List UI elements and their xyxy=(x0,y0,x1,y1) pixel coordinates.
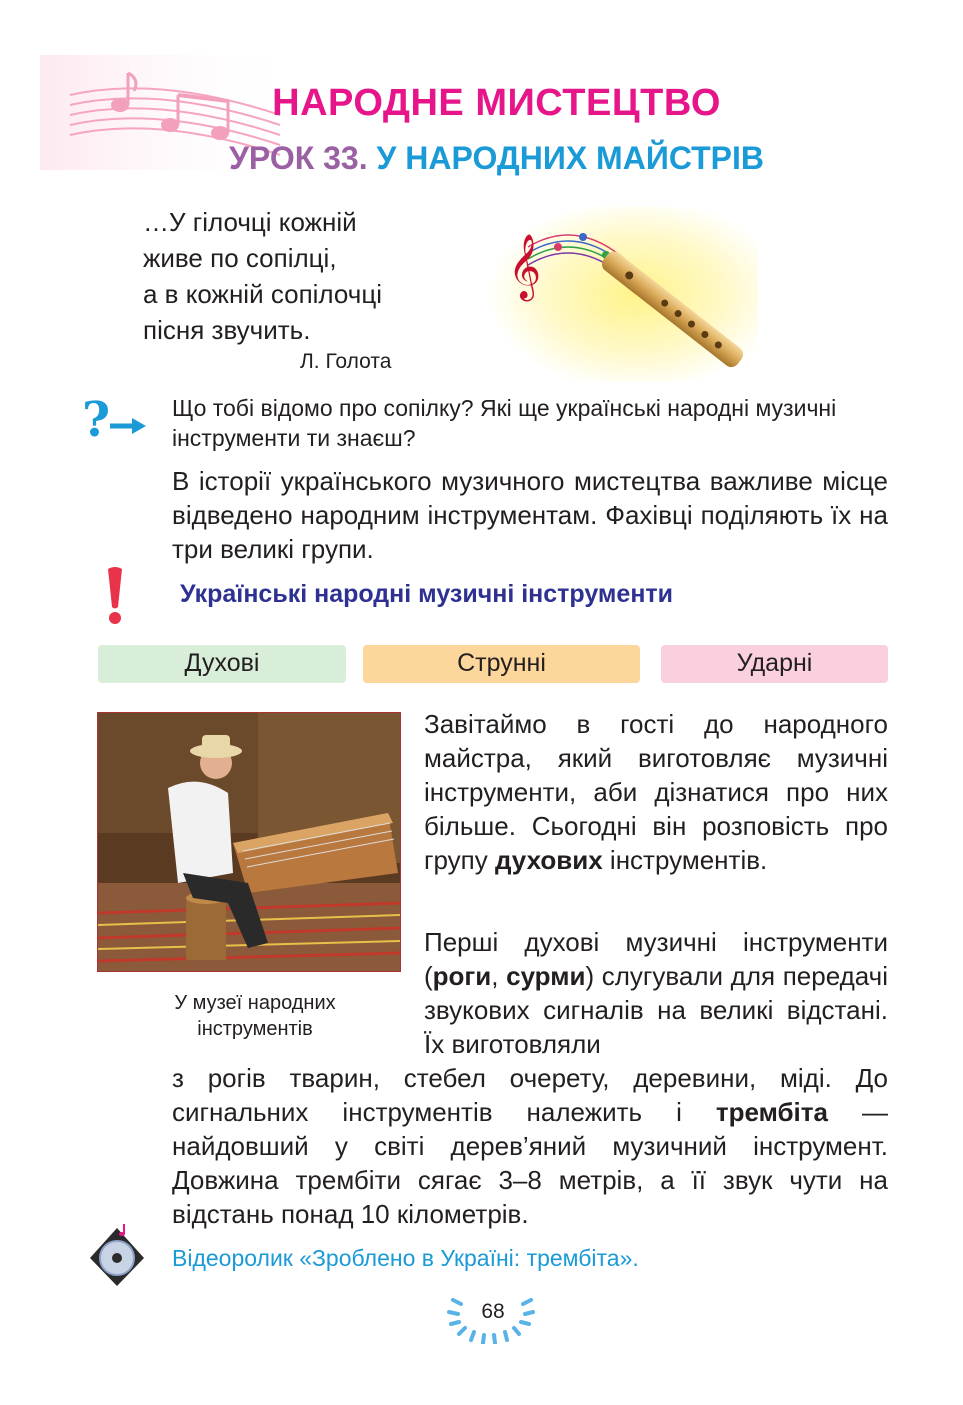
page-number: 68 xyxy=(481,1300,505,1323)
photo-caption: У музеї народних інструментів xyxy=(174,992,336,1040)
group-wind: Духові xyxy=(98,645,346,683)
trumpets-term: сурми xyxy=(506,961,586,991)
text: , xyxy=(491,961,507,991)
subheading: Українські народні музичні інструменти xyxy=(180,580,674,608)
poem-line: живе по сопілці, xyxy=(143,243,337,273)
svg-text:?: ? xyxy=(82,392,111,444)
visit-paragraph xyxy=(424,707,888,877)
svg-text:𝄞: 𝄞 xyxy=(508,234,542,299)
video-link[interactable]: Відеоролик «Зроблено в Україні: трембіта». xyxy=(172,1245,639,1271)
poem-line: а в кожній сопілочці xyxy=(143,279,383,309)
lesson-name: У НАРОДНИХ МАЙСТРІВ xyxy=(376,140,765,176)
wind-term: духових xyxy=(494,845,603,875)
lesson-number: УРОК 33. xyxy=(228,140,368,176)
text: ) слугували для передачі звукових сигналів на великі відстані. Їх виготовляли xyxy=(424,961,888,1059)
group-string: Струнні xyxy=(363,645,640,683)
trembita-paragraph xyxy=(172,1061,888,1231)
exclamation-icon xyxy=(100,565,130,627)
video-disc-icon xyxy=(88,1220,146,1288)
horns-term: роги xyxy=(432,961,492,991)
poem xyxy=(143,204,382,348)
first-instruments-paragraph xyxy=(424,925,888,1061)
poem-author: Л. Голота xyxy=(300,350,392,373)
intro-paragraph: В історії українського музичного мистецтва важливе місце відведено народним інструментам. Фахівці поділяють їх на три великі групи. xyxy=(172,466,888,564)
question-arrow-icon xyxy=(82,392,150,444)
text: — найдовший у світі дерев’яний музичний інструмент. Довжина трембіти сягає 3–8 метрів, а її звук чути на відстань понад 10 кілометрів. xyxy=(172,1097,888,1229)
flute-illustration xyxy=(488,207,758,382)
trembita-term: трембіта xyxy=(715,1097,828,1127)
lesson-title xyxy=(0,140,963,177)
question-text: Що тобі відомо про сопілку? Які ще українські народні музичні інструменти ти знаєш? xyxy=(172,395,837,451)
text: Перші духові музичні інструменти ( xyxy=(424,927,888,991)
visit-text-end: інструментів. xyxy=(602,845,768,875)
text: з рогів тварин, стебел очерету, деревини, міді. До сигнальних інструментів належить і xyxy=(172,1063,888,1127)
section-title: НАРОДНЕ МИСТЕЦТВО xyxy=(272,82,721,124)
poem-line: …У гілочці кожній xyxy=(143,207,357,237)
group-percussion: Ударні xyxy=(661,645,888,683)
poem-line: пісня звучить. xyxy=(143,315,311,345)
museum-photo xyxy=(97,712,401,972)
visit-text: Завітаймо в гості до народного майстра, який виготовляє музичні інструменти, аби дізнатися про них більше. Сьогодні він розповість про групу xyxy=(424,709,888,875)
